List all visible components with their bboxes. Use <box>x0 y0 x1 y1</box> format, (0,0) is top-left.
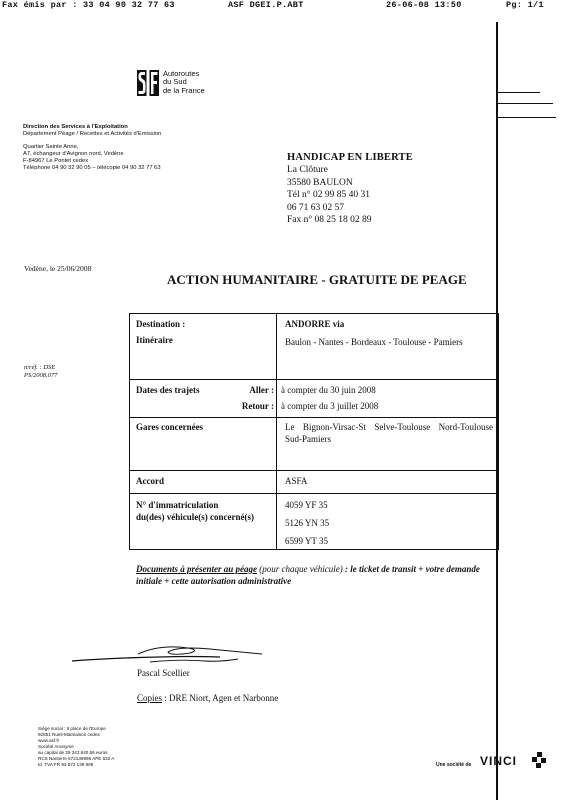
fax-sender-id: ASF DGEI.P.ABT <box>228 0 304 10</box>
table-divider <box>276 313 277 550</box>
copies-recipients: : DRE Niort, Agen et Narbonne <box>162 693 279 703</box>
table-rule <box>129 379 499 380</box>
logo-line: Autoroutes <box>163 69 200 78</box>
itineraire-label: Itinéraire <box>136 335 173 345</box>
recipient-address <box>287 152 413 226</box>
recipient-mobile: 06 71 63 02 57 <box>287 202 344 213</box>
legal-line: 92851 Rueil-Malmaison cedex <box>38 732 100 737</box>
table-rule <box>129 493 499 494</box>
retour-value: à compter du 3 juillet 2008 <box>281 401 379 411</box>
sender-city: F-84967 Le Pontet cedex <box>23 158 89 164</box>
vinci-logo: VINCI <box>480 754 518 768</box>
destination-label: Destination : <box>136 319 186 329</box>
documents-lead: Documents à présenter au péage <box>136 564 257 574</box>
sender-direction: Direction des Services à l'Exploitation <box>23 124 128 130</box>
copies-label: Copies <box>137 693 163 703</box>
legal-line: au capital de 29 343 640,56 euros <box>38 750 108 755</box>
destination-value: ANDORRE via <box>285 319 345 329</box>
asf-logo-icon <box>137 70 159 96</box>
documents-list: : le ticket de transit + votre demande initiale + cette autorisation administrative <box>136 564 480 586</box>
logo-line: du Sud <box>163 77 187 87</box>
documents-note <box>136 563 506 587</box>
recipient-phone: Tél n° 02 99 85 40 31 <box>287 190 370 201</box>
sender-phone: Téléphone 04 90 32 90 05 – télécopie 04 90 32 77 63 <box>23 165 161 171</box>
recipient-line: 35580 BAULON <box>287 177 353 188</box>
letter-date: Vedène, le 25/06/2008 <box>24 264 92 273</box>
fax-sender-label: Fax émis par : 33 04 90 32 77 63 <box>2 0 175 10</box>
fax-page: Pg: 1/1 <box>506 0 544 10</box>
fold-mark <box>498 103 553 104</box>
reference-line: PS/2008.077 <box>24 372 58 379</box>
plate-number: 6599 YT 35 <box>285 536 329 546</box>
plate-number: 4059 YF 35 <box>285 500 328 510</box>
legal-footer <box>38 726 114 768</box>
dates-label: Dates des trajets <box>136 385 200 395</box>
legal-line: RCS Nanterre 572139996 APE 632 A <box>38 756 115 761</box>
accord-value: ASFA <box>285 476 308 486</box>
copies-line <box>137 693 278 703</box>
legal-line: Siège social : 9 place de l'Europe <box>38 726 106 731</box>
gares-value: Le Bignon-Virsac-St Selve-Toulouse Nord-Toulouse Sud-Pamiers <box>285 422 493 444</box>
fax-header <box>0 0 566 12</box>
sender-street: A7, échangeur d'Avignon nord, Vedène <box>23 151 124 157</box>
sender-department: Département Péage / Recettes et Activités d'Emission <box>23 131 162 137</box>
signature-icon <box>70 640 270 670</box>
recipient-name: HANDICAP EN LIBERTE <box>287 152 413 163</box>
legal-line: Société Anonyme <box>38 744 74 749</box>
vinci-mark-icon <box>532 752 546 768</box>
retour-label: Retour : <box>241 401 274 411</box>
sender-quartier: Quartier Sainte Anne, <box>23 144 79 150</box>
aller-label: Aller : <box>249 385 274 395</box>
fold-mark <box>498 92 540 93</box>
table-rule <box>129 417 499 418</box>
legal-line: Id. TVA FR 93 572 139 996 <box>38 762 94 767</box>
gares-label: Gares concernées <box>136 422 204 432</box>
aller-value: à compter du 30 juin 2008 <box>281 385 376 395</box>
group-label: Une société de <box>436 762 472 768</box>
vehicules-label: du(des) véhicule(s) concerné(s) <box>136 512 254 522</box>
reference-line: n/réf. : DSE <box>24 364 56 371</box>
logo-line: de la France <box>163 85 205 95</box>
accord-label: Accord <box>136 476 164 486</box>
plate-number: 5126 YN 35 <box>285 518 330 528</box>
sender-address <box>23 124 161 172</box>
itineraire-value: Baulon - Nantes - Bordeaux - Toulouse - Pamiers <box>285 337 463 347</box>
fold-mark <box>496 117 556 118</box>
authorization-table <box>129 313 499 550</box>
company-logo <box>137 70 227 98</box>
table-rule <box>129 470 499 471</box>
legal-line: www.asf.fr <box>38 738 60 743</box>
fax-datetime: 26-06-08 13:50 <box>386 0 462 10</box>
signatory-name: Pascal Scellier <box>137 668 190 678</box>
documents-paren: (pour chaque véhicule) <box>257 564 343 574</box>
document-title: ACTION HUMANITAIRE - GRATUITE DE PEAGE <box>167 272 467 287</box>
immatriculation-label: N° d'immatriculation <box>136 500 219 510</box>
recipient-fax: Fax n° 08 25 18 02 89 <box>287 215 372 226</box>
recipient-line: La Clôture <box>287 165 328 176</box>
reference <box>24 364 57 380</box>
